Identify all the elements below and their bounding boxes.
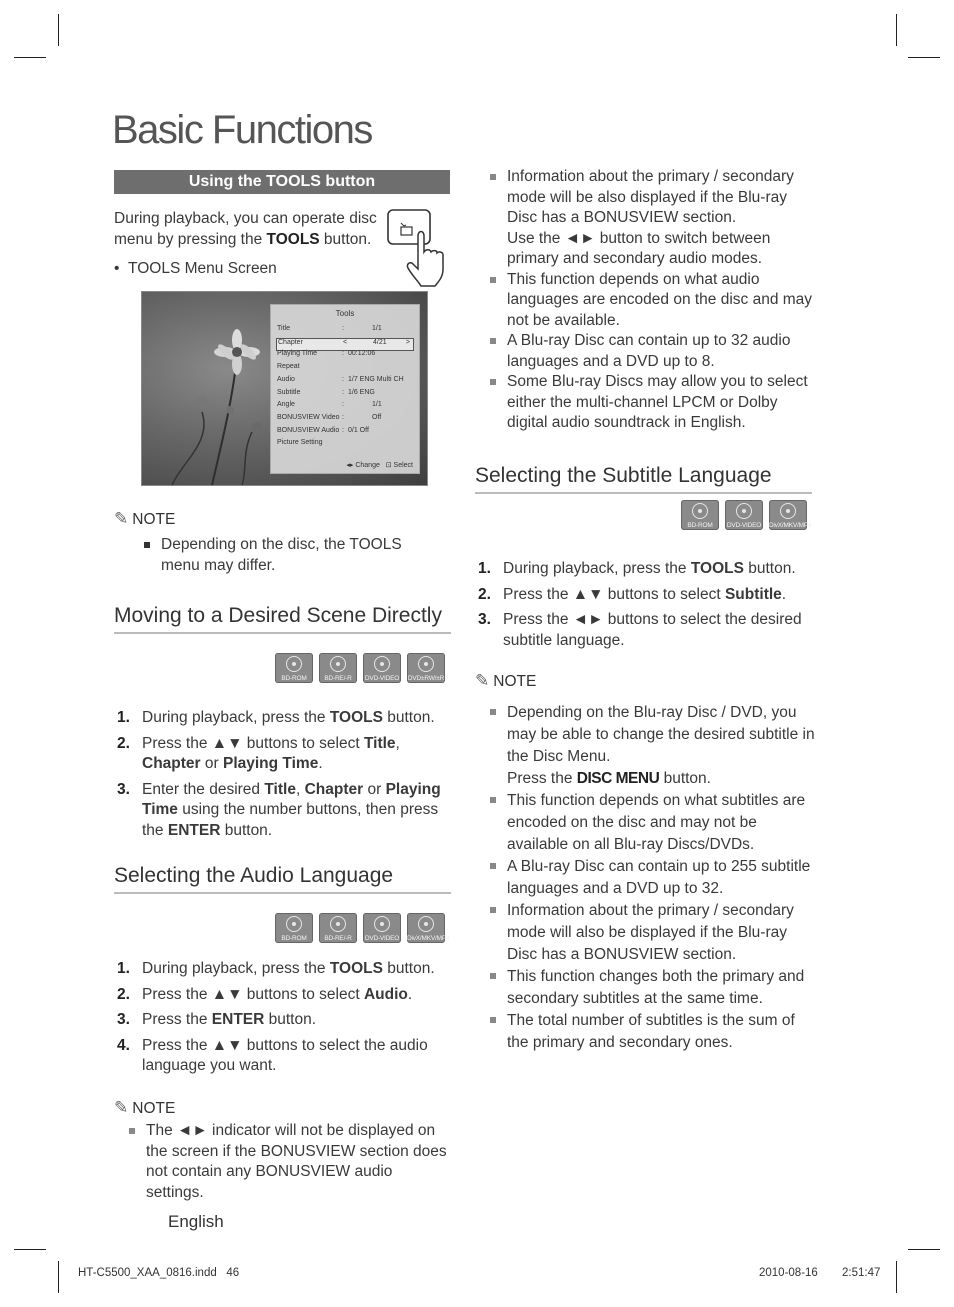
tools-intro — [114, 209, 382, 250]
disc-label: DivX/MKV/MP4 — [407, 935, 450, 942]
step-text: or — [200, 755, 223, 772]
tools-menu-row — [276, 439, 414, 450]
disc-ring — [286, 916, 302, 932]
tools-row-label: BONUSVIEW Audio — [277, 426, 340, 434]
subtitle-note-first: Depending on the Blu-ray Disc / DVD, you may be able to change the desired subtitle in the Disc Menu. — [507, 704, 815, 765]
tools-row-value: Off — [372, 413, 382, 421]
step-item — [114, 959, 444, 980]
step-bold-text: Playing Time — [142, 780, 441, 818]
list-item: A Blu-ray Disc can contain up to 32 audio languages and a DVD up to 8. — [487, 331, 817, 372]
step-number: 3. — [117, 780, 130, 798]
tools-row-label: Playing Time — [277, 350, 318, 358]
tools-menu-row — [276, 427, 414, 438]
disc-badge-icon — [363, 913, 401, 943]
menu-screen-label-text: TOOLS Menu Screen — [128, 260, 277, 277]
step-text: Press the ◄► buttons to select the desired subtitle language. — [503, 611, 802, 649]
step-bold-text: Chapter — [142, 755, 201, 772]
step-number: 2. — [478, 585, 491, 603]
footer-date: 2010-08-16 — [759, 1267, 818, 1279]
tools-row-sep: : — [342, 375, 344, 383]
step-number: 1. — [117, 960, 130, 977]
list-item: The total number of subtitles is the sum of the primary and secondary ones. — [487, 1010, 817, 1054]
tools-row-sep: : — [342, 401, 344, 409]
tools-row-sep: : — [342, 325, 344, 332]
footer-language: English — [168, 1212, 224, 1231]
step-bold-text: TOOLS — [329, 960, 383, 977]
step-number: 2. — [117, 734, 130, 752]
step-text: Press the — [142, 1011, 212, 1028]
disc-label: BD-RE/-R — [324, 935, 352, 942]
crop-mark — [58, 14, 59, 46]
disc-label: DVD-VIDEO — [364, 935, 400, 942]
subtitle-note-list — [487, 702, 817, 1054]
footer-time: 2:51:47 — [842, 1267, 881, 1279]
step-number: 1. — [117, 709, 130, 726]
step-number: 1. — [478, 560, 491, 577]
disc-ring — [780, 503, 796, 519]
step-item — [114, 985, 444, 1006]
step-text: Press the ▲▼ buttons to select — [503, 585, 725, 603]
audio-note-list-continued — [487, 167, 817, 434]
audio-note-list — [126, 1121, 448, 1203]
disc-label: BD-RE/-R — [324, 675, 352, 682]
tools-menu-row — [276, 338, 414, 351]
step-bold-text: Subtitle — [724, 585, 782, 603]
crop-mark — [908, 57, 940, 58]
disc-badge-icon — [363, 653, 401, 683]
tools-row-value: 1/1 — [372, 325, 382, 332]
step-item — [475, 559, 810, 580]
step-text: . — [781, 585, 787, 603]
tools-menu-row — [276, 350, 414, 361]
disc-ring — [418, 916, 434, 932]
tools-row-sep: : — [342, 413, 344, 421]
tools-menu-row — [276, 389, 414, 400]
tools-row-sep: : — [342, 426, 344, 434]
step-bold-text: Chapter — [304, 780, 364, 798]
audio-note-heading — [114, 1098, 175, 1118]
step-bold-text: Title — [264, 780, 296, 798]
list-item: This function changes both the primary and secondary subtitles at the same time. — [487, 966, 817, 1010]
tools-intro-text-end: button. — [319, 230, 372, 248]
disc-ring — [374, 916, 390, 932]
disc-label: BD-ROM — [281, 675, 307, 682]
tools-section-heading: Using the TOOLS button — [114, 170, 450, 194]
tools-menu-row — [276, 376, 414, 387]
step-number: 4. — [117, 1036, 130, 1054]
crop-mark — [908, 1249, 940, 1250]
disc-badge-icon — [681, 500, 719, 530]
disc-badge-icon — [319, 913, 357, 943]
disc-ring — [736, 503, 752, 519]
subtitle-steps — [475, 559, 810, 656]
crop-mark — [896, 14, 897, 46]
tools-row-label: Repeat — [277, 363, 300, 371]
note-pen-icon: ✎ — [475, 671, 490, 690]
tools-menu-footer — [271, 461, 413, 469]
tools-intro-text: During playback, you can operate disc menu by pressing the — [114, 210, 377, 248]
disc-label: DivX/MKV/MP4 — [769, 522, 812, 529]
disc-label: BD-ROM — [687, 522, 713, 529]
disc-badge-icon — [275, 913, 313, 943]
tools-row-label: Audio — [277, 375, 295, 383]
disc-label: BD-ROM — [281, 935, 307, 942]
step-text: Press the ▲▼ buttons to select — [142, 734, 364, 752]
tools-menu-screenshot — [141, 291, 428, 486]
step-text: button. — [382, 960, 435, 977]
subtitle-disc-icons — [681, 500, 812, 530]
tools-row-sep: : — [342, 350, 344, 358]
list-item-text: Use the ◄► button to switch between primary and secondary audio modes. — [507, 229, 771, 267]
disc-badge-icon — [319, 653, 357, 683]
list-item — [487, 167, 817, 270]
footer-select: Select — [393, 462, 413, 469]
tools-row-label: Chapter — [278, 338, 303, 346]
note-label: NOTE — [493, 673, 537, 690]
page-title: Basic Functions — [112, 108, 372, 152]
list-item: This function depends on what audio languages are encoded on the disc and may not be available. — [487, 270, 817, 332]
step-text: Enter the desired — [142, 780, 265, 798]
tools-menu-screen-label — [114, 259, 277, 280]
list-item: A Blu-ray Disc can contain up to 255 subtitle languages and a DVD up to 32. — [487, 856, 817, 900]
step-text: During playback, press the — [142, 960, 330, 977]
subtitle-note-heading — [475, 671, 536, 691]
list-item: This function depends on what subtitles are encoded on the disc and may not be available on all Blu-ray Discs/DVDs. — [487, 790, 817, 856]
tools-menu-row — [276, 401, 414, 412]
list-item: The ◄► indicator will not be displayed on the screen if the BONUSVIEW section does not contain any BONUSVIEW audio settings. — [126, 1121, 448, 1203]
tools-row-value: 00:12:06 — [348, 350, 376, 358]
disc-ring — [330, 916, 346, 932]
subtitle-note-press-pre: Press the — [507, 770, 577, 787]
step-bold-text: TOOLS — [329, 709, 383, 726]
crop-mark — [14, 1249, 46, 1250]
disc-badge-icon — [275, 653, 313, 683]
tools-note-heading — [114, 509, 175, 529]
step-text: . — [407, 985, 413, 1003]
enter-icon: ⊡ — [385, 462, 392, 469]
note-label: NOTE — [132, 1100, 176, 1117]
subtitle-heading: Selecting the Subtitle Language — [475, 464, 812, 494]
step-text: button. — [264, 1011, 317, 1028]
list-item — [487, 702, 817, 790]
step-number: 3. — [478, 611, 491, 628]
bullet-dot: • — [114, 260, 129, 277]
tools-row-label: Title — [277, 325, 290, 332]
step-text: , — [295, 780, 305, 798]
tools-menu-row — [276, 414, 414, 425]
step-text: or — [363, 780, 386, 798]
step-text: using the number buttons, then press the — [142, 801, 439, 839]
step-item — [114, 708, 444, 729]
disc-badge-icon — [725, 500, 763, 530]
right-arrow-icon: > — [405, 338, 410, 346]
step-item — [475, 610, 810, 651]
list-item: Information about the primary / secondary mode will also be displayed if the Blu-ray Disc has a BONUSVIEW section. — [487, 900, 817, 966]
step-text: button. — [743, 560, 796, 577]
step-item — [114, 780, 444, 842]
tools-menu-title: Tools — [335, 309, 355, 318]
step-text: Press the ▲▼ buttons to select the audio language you want. — [142, 1036, 428, 1074]
tools-row-sep: : — [342, 388, 344, 396]
step-text: During playback, press the — [142, 709, 330, 726]
step-bold-text: Title — [363, 734, 396, 752]
tools-row-label: BONUSVIEW Video — [277, 413, 340, 421]
footer-filename: HT-C5500_XAA_0816.indd 46 — [78, 1267, 240, 1279]
step-number: 3. — [117, 1011, 130, 1028]
change-arrows-icon: ◂▸ — [346, 462, 354, 469]
audio-steps — [114, 959, 444, 1082]
step-number: 2. — [117, 985, 130, 1003]
disc-menu-bold: DISC MENU — [576, 770, 660, 787]
tools-row-value: 1/6 ENG — [348, 388, 375, 396]
tools-menu-row — [276, 363, 414, 374]
step-bold-text: TOOLS — [690, 560, 744, 577]
step-text: button. — [220, 821, 273, 839]
step-text: , — [395, 734, 400, 752]
step-bold-text: ENTER — [167, 821, 221, 839]
note-label: NOTE — [132, 511, 176, 528]
disc-label: DVD±RW/±R — [407, 675, 445, 682]
disc-badge-icon — [407, 913, 450, 943]
scene-heading: Moving to a Desired Scene Directly — [114, 604, 451, 634]
step-text: Press the ▲▼ buttons to select — [142, 985, 364, 1003]
step-item — [114, 1036, 444, 1077]
left-arrow-icon: < — [343, 338, 348, 346]
disc-badge-icon — [407, 653, 445, 683]
disc-label: DVD-VIDEO — [364, 675, 400, 682]
tools-row-value: 4/21 — [373, 338, 387, 346]
step-bold-text: Audio — [363, 985, 408, 1003]
list-item-text: Information about the primary / secondary mode will be also displayed if the Blu-ray Disc has a BONUSVIEW section. — [507, 168, 794, 226]
note-pen-icon: ✎ — [114, 509, 129, 528]
step-text: button. — [382, 709, 435, 726]
disc-badge-icon — [769, 500, 812, 530]
step-bold-text: Playing Time — [222, 755, 319, 772]
crop-mark — [58, 1261, 59, 1293]
disc-ring — [330, 656, 346, 672]
tools-note-list — [141, 535, 441, 576]
step-text: During playback, press the — [503, 560, 691, 577]
list-item: Depending on the disc, the TOOLS menu may differ. — [141, 535, 441, 576]
footer-change: Change — [355, 462, 380, 469]
remote-hand-icon — [384, 206, 450, 286]
step-text: . — [318, 755, 323, 772]
crop-mark — [14, 57, 46, 58]
subtitle-note-press-post: button. — [659, 770, 711, 787]
disc-label: DVD-VIDEO — [726, 522, 762, 529]
audio-heading: Selecting the Audio Language — [114, 864, 451, 894]
tools-row-label: Angle — [277, 401, 295, 409]
step-item — [114, 734, 444, 775]
tools-row-label: Subtitle — [277, 388, 301, 396]
tools-row-label: Picture Setting — [277, 439, 323, 447]
tools-row-value: 0/1 Off — [348, 426, 369, 434]
scene-steps — [114, 708, 444, 846]
tools-intro-bold: TOOLS — [266, 230, 320, 248]
disc-ring — [692, 503, 708, 519]
step-item — [114, 1010, 444, 1031]
crop-mark — [896, 1261, 897, 1293]
tools-row-value: 1/7 ENG Multi CH — [348, 375, 404, 383]
step-bold-text: ENTER — [211, 1011, 265, 1028]
disc-ring — [418, 656, 434, 672]
disc-ring — [374, 656, 390, 672]
step-item — [475, 585, 810, 606]
note-pen-icon: ✎ — [114, 1098, 129, 1117]
disc-ring — [286, 656, 302, 672]
audio-disc-icons — [275, 913, 450, 943]
tools-row-value: 1/1 — [372, 401, 382, 409]
scene-disc-icons — [275, 653, 445, 683]
list-item: Some Blu-ray Discs may allow you to select either the multi-channel LPCM or Dolby digital audio soundtrack in English. — [487, 372, 817, 434]
tools-menu-box — [270, 304, 420, 474]
tools-menu-row — [276, 325, 414, 336]
